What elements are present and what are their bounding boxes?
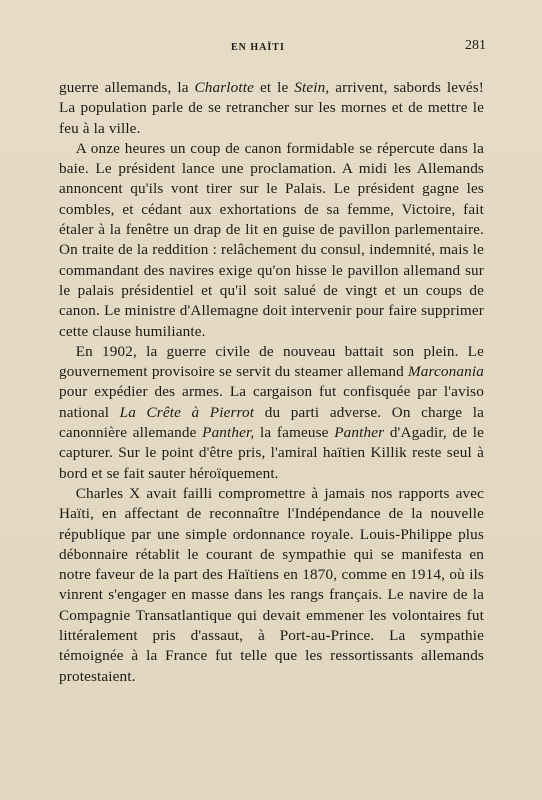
text-run: et le <box>254 79 295 96</box>
text-run: d'Agadir, de le capturer. Sur le point d'être pris, l'amiral haïtien Killik reste seul à bord et se fait sauter héroïquement. <box>59 424 485 482</box>
ship-name-charlotte: Charlotte <box>194 79 255 96</box>
text-run: Charles X avait failli compromettre à jamais nos rapports avec Haïti, en affectant de reconnaître l'Indépendance de la nouvelle république par une simple ordonnance royale. Louis-Philippe plus débonnaire rétablit le courant de sympathie qui se manifesta en notre faveur de la part des Haïtiens en 1870, comme en 1914, où ils vinrent s'engager en masse dans les rangs français. Le navire de la Compagnie Transatlantique qui devait emmener les volontaires fut littéralement pris d'assaut, à Port-au-Prince. La sympathie témoignée à la France fut telle que les ressortissants allemands protestaient. <box>59 484 484 685</box>
ship-name-panther: Panther, <box>202 424 255 442</box>
page-number: 281 <box>465 38 486 53</box>
ship-name-marconania: Marconania <box>407 363 484 381</box>
body-text <box>59 78 484 687</box>
text-run: la fameuse <box>254 424 335 442</box>
running-header <box>0 38 542 58</box>
ship-name-crete-a-pierrot: La Crête à Pierrot <box>119 403 255 421</box>
paragraph-2 <box>59 139 484 342</box>
ship-name-stein: Stein, <box>294 79 330 96</box>
ship-name-panther-2: Panther <box>334 424 385 442</box>
running-title: EN HAÏTI <box>231 42 285 53</box>
paragraph-3 <box>59 342 484 484</box>
text-run: arrivent, sabords levés! La population parle de se retrancher sur les mornes et de mettre le feu à la ville. <box>59 79 484 137</box>
text-run: A onze heures un coup de canon formidable se répercute dans la baie. Le président lance une proclamation. A midi les Allemands annoncent qu'ils vont tirer sur le Palais. Le président gagne les combles, et cédant aux exhortations de sa femme, Victoire, fait étaler à la fenêtre un drap de lit en guise de pavillon parlementaire. On traite de la reddition : relâchement du consul, indemnité, mais le commandant des navires exige qu'on hisse le pavillon allemand sur le palais présidentiel et qu'il soit salué de vingt et un coups de canon. Le ministre d'Allemagne doit intervenir pour faire supprimer cette clause humiliante. <box>59 139 484 340</box>
text-run: guerre allemands, la <box>59 79 195 96</box>
paragraph-1 <box>59 78 484 139</box>
text-run: du parti adverse. On charge la canonnière allemande <box>59 403 484 442</box>
text-run: pour expédier des armes. La cargaison fut confisquée par l'aviso national <box>59 383 484 421</box>
text-run: En 1902, la guerre civile de nouveau battait son plein. Le gouvernement provisoire se servit du steamer allemand <box>59 342 484 381</box>
paragraph-4 <box>59 484 484 687</box>
